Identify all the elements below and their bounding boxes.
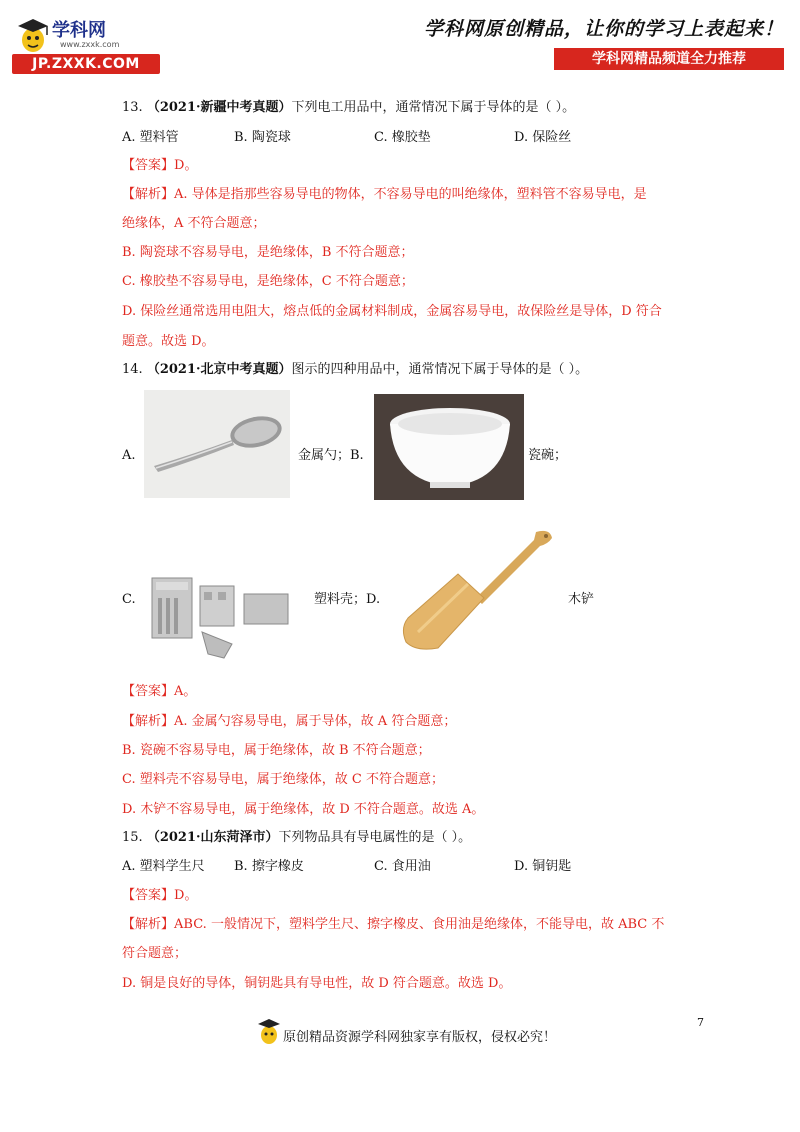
q13-option-d: D. 保险丝 — [514, 130, 572, 145]
q14-analysis-label: 【解析】 — [122, 714, 175, 729]
q14-option-d-text: 木铲 — [568, 592, 595, 607]
q14-analysis-line-1 — [122, 712, 456, 732]
header-tagline: 学科网精品频道全力推荐 — [554, 48, 784, 70]
q14-answer — [122, 682, 196, 702]
q15-stem-line — [122, 828, 471, 848]
q13-option-c: C. 橡胶垫 — [374, 130, 431, 145]
logo-url: JP.ZXXK.COM — [12, 54, 160, 74]
q15-option-b: B. 擦字橡皮 — [234, 859, 304, 874]
q14-answer-value: A。 — [174, 684, 197, 699]
q14-number: 14. — [122, 362, 143, 377]
q13-stem: 下列电工用品中，通常情况下属于导体的是（ ）。 — [291, 100, 576, 115]
q14-stem-line — [122, 360, 588, 380]
q15-number: 15. — [122, 830, 143, 845]
q14-option-b-text: 瓷碗； — [528, 448, 568, 463]
q14-answer-label: 【答案】 — [122, 684, 175, 699]
q13-analysis-text-1: A. 导体是指那些容易导电的物体，不容易导电的叫绝缘体，塑料管不容易导电，是 — [174, 187, 647, 202]
page-number: 7 — [697, 1016, 704, 1029]
q13-analysis-line-5: D. 保险丝通常选用电阻大，熔点低的金属材料制成，金属容易导电，故保险丝是导体，D 符合 — [122, 304, 662, 319]
porcelain-bowl-image — [374, 394, 524, 500]
q13-stem-line — [122, 98, 575, 118]
mascot-icon — [256, 1016, 282, 1046]
q15-analysis-text-1: ABC. 一般情况下，塑料学生尺、擦字橡皮、食用油是绝缘体，不能导电，故 ABC 不 — [174, 917, 665, 932]
q13-number: 13. — [122, 100, 143, 115]
q15-answer-label: 【答案】 — [122, 888, 175, 903]
q13-analysis-line-6: 题意。故选 D。 — [122, 334, 215, 349]
plastic-shell-image — [148, 572, 306, 662]
metal-spoon-image — [144, 390, 290, 498]
q14-option-a-text: 金属勺；B. — [298, 448, 364, 463]
q14-stem: 图示的四种用品中，通常情况下属于导体的是（ ）。 — [291, 362, 589, 377]
wooden-spatula-image — [398, 528, 562, 652]
copyright-notice: 原创精品资源学科网独家享有版权，侵权必究！ — [283, 1030, 557, 1045]
q14-analysis-line-4: D. 木铲不容易导电，属于绝缘体，故 D 不符合题意。故选 A。 — [122, 802, 485, 817]
spatula-icon — [398, 528, 562, 652]
q15-answer-value: D。 — [174, 888, 198, 903]
q14-analysis-text-1: A. 金属勺容易导电，属于导体，故 A 符合题意； — [174, 714, 457, 729]
bowl-icon — [374, 394, 524, 500]
spoon-icon — [144, 390, 290, 498]
q15-analysis-line-3: D. 铜是良好的导体，铜钥匙具有导电性，故 D 符合题意。故选 D。 — [122, 976, 512, 991]
header-slogan: 学科网原创精品，让你的学习上表起来！ — [423, 18, 784, 40]
q13-answer-label: 【答案】 — [122, 158, 175, 173]
q14-option-a-label: A. — [122, 448, 136, 463]
q15-stem: 下列物品具有导电属性的是（ ）。 — [278, 830, 472, 845]
logo-small-url: www.zxxk.com — [60, 40, 120, 49]
q14-analysis-line-2: B. 瓷碗不容易导电，属于绝缘体，故 B 不符合题意； — [122, 743, 431, 758]
q13-analysis-line-3: B. 陶瓷球不容易导电，是绝缘体，B 不符合题意； — [122, 245, 414, 260]
q14-analysis-line-3: C. 塑料壳不容易导电，属于绝缘体，故 C 不符合题意； — [122, 772, 444, 787]
q15-analysis-label: 【解析】 — [122, 917, 175, 932]
zxxk-logo — [12, 14, 160, 74]
q13-analysis-line-2: 绝缘体，A 不符合题意； — [122, 216, 266, 231]
page-header — [0, 0, 800, 78]
q15-option-c: C. 食用油 — [374, 859, 431, 874]
q13-answer — [122, 156, 197, 176]
q15-analysis-line-1 — [122, 915, 664, 935]
q13-analysis-line-1 — [122, 185, 647, 205]
q14-option-c-label: C. — [122, 592, 136, 607]
q15-source: （2021·山东菏泽市） — [146, 830, 279, 845]
q13-answer-value: D。 — [174, 158, 198, 173]
q13-analysis-line-4: C. 橡胶垫不容易导电，是绝缘体，C 不符合题意； — [122, 274, 414, 289]
q14-option-c-text: 塑料壳；D. — [314, 592, 381, 607]
q14-source: （2021·北京中考真题） — [146, 362, 292, 377]
q15-answer — [122, 886, 197, 906]
mascot-icon — [14, 14, 52, 54]
plastic-shell-icon — [148, 572, 306, 662]
q15-option-d: D. 铜钥匙 — [514, 859, 572, 874]
q13-analysis-label: 【解析】 — [122, 187, 175, 202]
q13-source: （2021·新疆中考真题） — [146, 100, 292, 115]
q15-analysis-line-2: 符合题意； — [122, 946, 188, 961]
page-footer — [0, 1010, 800, 1050]
q13-option-a: A. 塑料管 — [122, 130, 179, 145]
q13-option-b: B. 陶瓷球 — [234, 130, 291, 145]
q15-option-a: A. 塑料学生尺 — [122, 859, 205, 874]
logo-name: 学科网 — [52, 20, 106, 41]
